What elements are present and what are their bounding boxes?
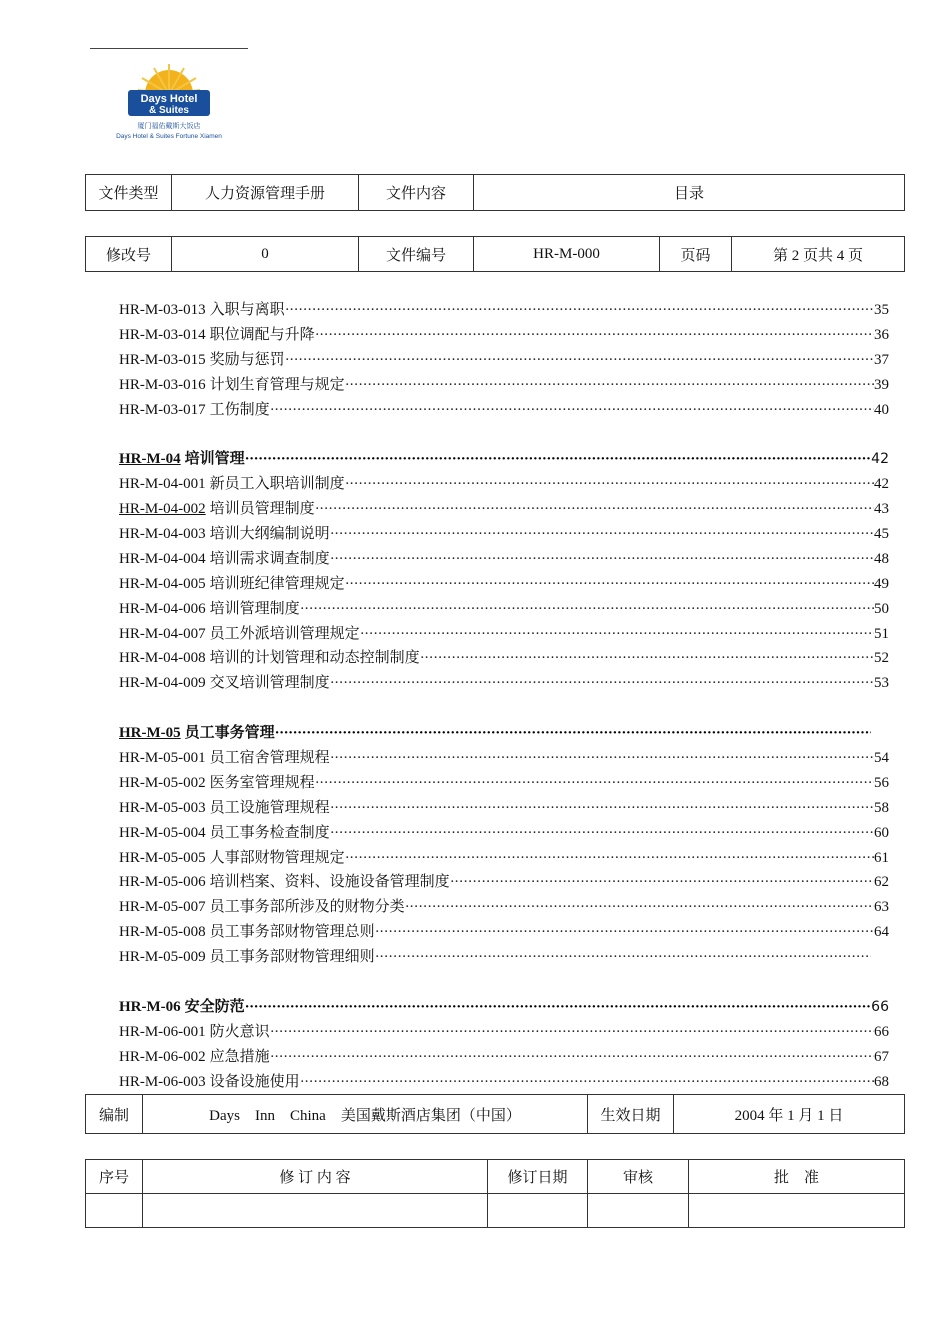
toc-page-number: 43 [874, 501, 889, 518]
toc-page-number: 35 [874, 302, 889, 318]
compiler-row [86, 1095, 905, 1134]
toc-dot-leader [330, 551, 874, 568]
doc-number-label: 文件编号 [359, 237, 474, 272]
file-type-value: 人力资源管理手册 [172, 175, 359, 211]
toc-page-number: 66 [871, 998, 889, 1015]
toc-entry[interactable] [119, 298, 889, 323]
toc-dot-leader [405, 899, 874, 916]
empty-cell [143, 1194, 488, 1228]
empty-cell [86, 1194, 143, 1228]
compiler-label: 编制 [86, 1095, 143, 1134]
toc-title: 医务室管理规程 [209, 774, 315, 791]
review-header: 审核 [588, 1160, 689, 1194]
approve-header: 批 准 [689, 1160, 905, 1194]
toc-title: 安全防范 [184, 998, 245, 1015]
toc-entry[interactable] [119, 771, 889, 796]
toc-title: 奖励与惩罚 [209, 351, 285, 368]
toc-title: 培训档案、资料、设施设备管理制度 [209, 874, 450, 891]
toc-entry[interactable] [119, 846, 889, 871]
top-rule [90, 48, 248, 49]
toc-title: 新员工入职培训制度 [209, 476, 345, 493]
toc-code: HR-M-04-005 [119, 575, 206, 592]
toc-title: 员工外派培训管理规定 [209, 625, 360, 642]
table-of-contents [119, 298, 889, 1095]
toc-entry[interactable] [119, 547, 889, 572]
svg-text:Days Hotel: Days Hotel [140, 93, 198, 105]
toc-section-heading[interactable] [119, 721, 889, 746]
toc-dot-leader [300, 601, 874, 618]
toc-dot-leader [270, 1024, 874, 1041]
file-content-label: 文件内容 [359, 175, 474, 211]
empty-cell [588, 1194, 689, 1228]
toc-dot-leader [330, 825, 874, 842]
toc-title: 员工宿舍管理规程 [209, 750, 330, 767]
toc-page-number: 37 [874, 351, 889, 368]
revision-date-header: 修订日期 [488, 1160, 588, 1194]
toc-code: HR-M-03-016 [119, 376, 206, 393]
effective-date-label: 生效日期 [588, 1095, 674, 1134]
doc-number-value: HR-M-000 [474, 237, 660, 272]
toc-code: HR-M-06-001 [119, 1023, 206, 1040]
seq-header: 序号 [86, 1160, 143, 1194]
toc-entry[interactable] [119, 945, 889, 970]
toc-dot-leader [420, 650, 874, 667]
toc-dot-leader [360, 626, 874, 643]
toc-dot-leader [330, 675, 874, 692]
toc-title: 设备设施使用 [209, 1073, 300, 1090]
toc-dot-leader [315, 775, 874, 792]
toc-code: HR-M-05-001 [119, 750, 206, 767]
toc-code: HR-M-04 [119, 451, 181, 468]
toc-page-number: 52 [874, 650, 889, 667]
toc-title: 入职与离职 [209, 302, 285, 318]
toc-dot-leader [345, 576, 874, 593]
toc-title: 应急措施 [209, 1048, 270, 1065]
toc-dot-leader [345, 850, 874, 867]
toc-title: 员工事务部所涉及的财物分类 [209, 899, 405, 916]
empty-cell [488, 1194, 588, 1228]
toc-title: 工伤制度 [209, 401, 270, 418]
hotel-logo [90, 54, 246, 150]
toc-entry[interactable] [119, 646, 889, 671]
toc-title: 员工设施管理规程 [209, 799, 330, 816]
toc-title: 职位调配与升降 [209, 326, 315, 343]
toc-entry[interactable] [119, 572, 889, 597]
toc-code: HR-M-04-007 [119, 625, 206, 642]
toc-code: HR-M-04-001 [119, 476, 206, 493]
toc-entry[interactable] [119, 1045, 889, 1070]
toc-page-number: 45 [874, 526, 889, 543]
toc-entry[interactable] [119, 920, 889, 945]
toc-dot-leader [245, 999, 872, 1016]
toc-code: HR-M-03-015 [119, 351, 206, 368]
file-content-value: 目录 [474, 175, 905, 211]
toc-page-number: 51 [874, 625, 889, 642]
toc-entry[interactable] [119, 1070, 889, 1095]
toc-dot-leader [270, 1049, 874, 1066]
toc-entry[interactable] [119, 746, 889, 771]
toc-page-number: 36 [874, 326, 889, 343]
toc-code: HR-M-06-003 [119, 1073, 206, 1090]
toc-code: HR-M-05-004 [119, 824, 206, 841]
toc-code: HR-M-05 [119, 725, 181, 742]
toc-title: 培训管理制度 [209, 600, 300, 617]
toc-page-number: 56 [874, 774, 889, 791]
toc-page-number: 40 [874, 401, 889, 418]
toc-dot-leader [375, 924, 874, 941]
toc-code: HR-M-05-002 [119, 774, 206, 791]
toc-title: 计划生育管理与规定 [209, 376, 345, 393]
toc-page-number: 68 [874, 1073, 889, 1090]
toc-code: HR-M-03-014 [119, 326, 206, 343]
revision-label: 修改号 [86, 237, 172, 272]
toc-code: HR-M-05-005 [119, 849, 206, 866]
toc-title: 员工事务管理 [184, 725, 275, 742]
toc-dot-leader [330, 750, 874, 767]
toc-entry[interactable] [119, 1020, 889, 1045]
toc-entry[interactable] [119, 597, 889, 622]
toc-entry[interactable] [119, 348, 889, 373]
toc-title: 培训班纪律管理规定 [209, 575, 345, 592]
toc-entry[interactable] [119, 472, 889, 497]
toc-code: HR-M-06 [119, 998, 181, 1015]
toc-code: HR-M-06-002 [119, 1048, 206, 1065]
toc-code: HR-M-04-008 [119, 650, 206, 667]
toc-page-number: 39 [874, 376, 889, 393]
revision-history-table [85, 1159, 905, 1228]
toc-title: 员工事务检查制度 [209, 824, 330, 841]
toc-code: HR-M-04-002 [119, 501, 206, 518]
toc-code: HR-M-03-013 [119, 302, 206, 318]
revision-history-header [86, 1160, 905, 1194]
toc-entry[interactable] [119, 870, 889, 895]
toc-dot-leader [245, 451, 872, 468]
toc-entry[interactable] [119, 373, 889, 398]
toc-title: 员工事务部财物管理细则 [209, 949, 375, 966]
toc-code: HR-M-05-003 [119, 799, 206, 816]
toc-page-number: 42 [871, 451, 889, 468]
toc-page-number: 63 [874, 899, 889, 916]
toc-dot-leader [300, 1074, 874, 1091]
doc-info-table [85, 174, 905, 211]
revision-content-header: 修 订 内 容 [143, 1160, 488, 1194]
toc-dot-leader [330, 526, 874, 543]
toc-entry[interactable] [119, 821, 889, 846]
toc-page-number: 42 [874, 476, 889, 493]
toc-page-number: 62 [874, 874, 889, 891]
toc-entry[interactable] [119, 622, 889, 647]
toc-entry[interactable] [119, 671, 889, 696]
toc-page-number: 58 [874, 799, 889, 816]
toc-page-number: 67 [874, 1048, 889, 1065]
toc-dot-leader [270, 402, 874, 419]
toc-dot-leader [345, 476, 874, 493]
toc-title: 培训大纲编制说明 [209, 526, 330, 543]
toc-page-number: 60 [874, 824, 889, 841]
revision-history-empty-row [86, 1194, 905, 1228]
svg-text:& Suites: & Suites [148, 105, 190, 116]
empty-cell [689, 1194, 905, 1228]
toc-page-number: 48 [874, 550, 889, 567]
toc-code: HR-M-05-006 [119, 874, 206, 891]
toc-code: HR-M-04-003 [119, 526, 206, 543]
toc-entry[interactable] [119, 522, 889, 547]
toc-code: HR-M-04-006 [119, 600, 206, 617]
toc-dot-leader [345, 377, 874, 394]
toc-code: HR-M-05-009 [119, 949, 206, 966]
toc-dot-leader [330, 800, 874, 817]
revision-info-row [86, 237, 905, 272]
toc-title: 交叉培训管理制度 [209, 675, 330, 692]
toc-code: HR-M-04-004 [119, 550, 206, 567]
toc-dot-leader [315, 327, 874, 344]
toc-entry[interactable] [119, 398, 889, 423]
toc-code: HR-M-05-007 [119, 899, 206, 916]
toc-dot-leader [285, 352, 874, 369]
toc-code: HR-M-04-009 [119, 675, 206, 692]
toc-section-heading[interactable] [119, 995, 889, 1020]
toc-entry[interactable] [119, 323, 889, 348]
doc-info-row [86, 175, 905, 211]
page-label: 页码 [660, 237, 732, 272]
toc-entry[interactable] [119, 895, 889, 920]
compiler-value: Days Inn China 美国戴斯酒店集团（中国） [143, 1095, 588, 1134]
toc-page-number: 49 [874, 575, 889, 592]
toc-page-number: 50 [874, 600, 889, 617]
toc-title: 防火意识 [209, 1023, 270, 1040]
toc-dot-leader [275, 725, 871, 742]
toc-title: 员工事务部财物管理总则 [209, 924, 375, 941]
toc-code: HR-M-05-008 [119, 924, 206, 941]
toc-page-number: 54 [874, 750, 889, 767]
svg-text:厦门福佑戴斯大饭店: 厦门福佑戴斯大饭店 [137, 122, 201, 130]
toc-title: 培训员管理制度 [209, 501, 315, 518]
sun-rays-icon [138, 64, 200, 94]
toc-entry[interactable] [119, 497, 889, 522]
toc-title: 培训需求调查制度 [209, 550, 330, 567]
toc-dot-leader [450, 874, 874, 891]
toc-page-number: 66 [874, 1023, 889, 1040]
svg-text:Days Hotel & Suites Fortune Xi: Days Hotel & Suites Fortune Xiamen [116, 133, 222, 140]
revision-value: 0 [172, 237, 359, 272]
toc-dot-leader [375, 949, 871, 966]
toc-title: 培训的计划管理和动态控制制度 [209, 650, 420, 667]
toc-page-number: 53 [874, 675, 889, 692]
toc-dot-leader [285, 302, 874, 319]
compiler-table [85, 1094, 905, 1134]
revision-info-table [85, 236, 905, 272]
toc-section-heading[interactable] [119, 447, 889, 472]
toc-title: 培训管理 [184, 451, 245, 468]
file-type-label: 文件类型 [86, 175, 172, 211]
effective-date-value: 2004 年 1 月 1 日 [674, 1095, 905, 1134]
toc-code: HR-M-03-017 [119, 401, 206, 418]
toc-entry[interactable] [119, 796, 889, 821]
toc-page-number: 61 [874, 849, 889, 866]
toc-dot-leader [315, 501, 874, 518]
toc-title: 人事部财物管理规定 [209, 849, 345, 866]
page-value: 第 2 页共 4 页 [732, 237, 905, 272]
toc-page-number: 64 [874, 924, 889, 941]
